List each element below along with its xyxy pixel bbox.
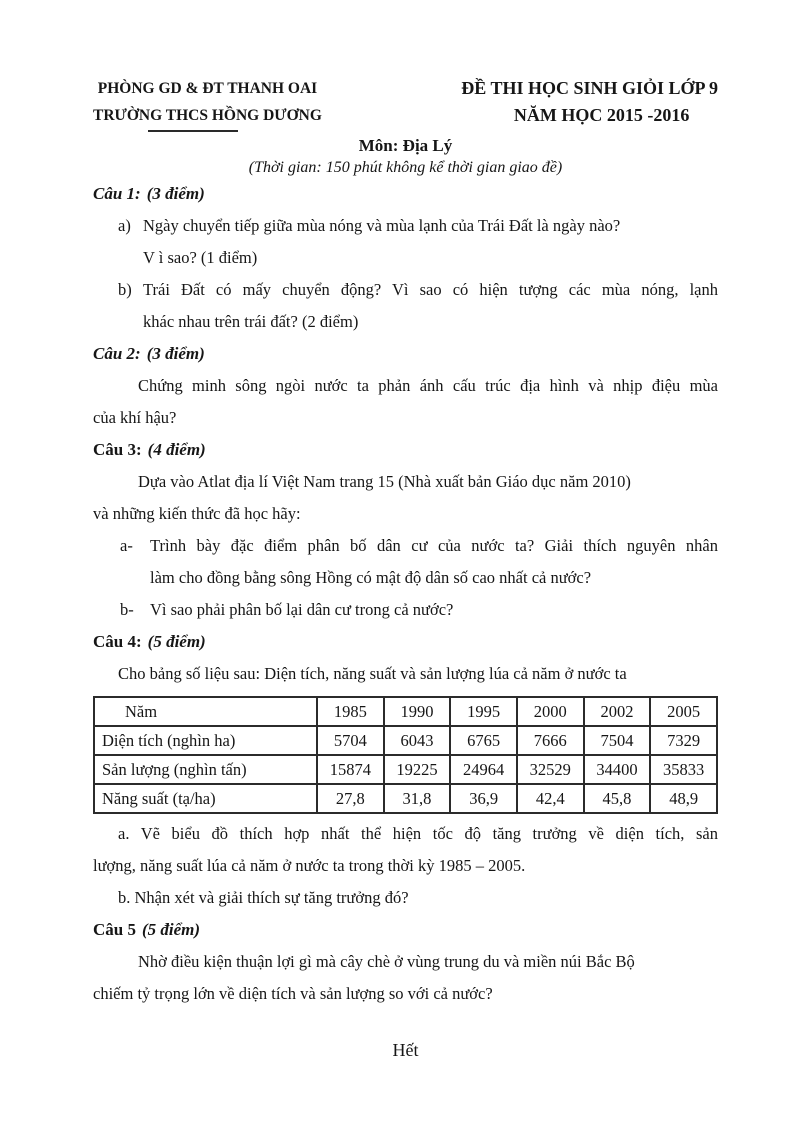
exam-body: [93, 178, 718, 1010]
rice-statistics-table: [93, 696, 718, 814]
item-a-marker: a): [118, 216, 131, 235]
item-a-line: lượng, năng suất lúa cả năm ở nước ta trong thời kỳ 1985 – 2005.: [93, 856, 526, 875]
item-a-line: làm cho đồng bằng sông Hồng có mật độ dân số cao nhất cả nước?: [150, 568, 592, 587]
table-cell: Năm: [94, 697, 317, 726]
question-3-intro-line: Dựa vào Atlat địa lí Việt Nam trang 15 (Nhà xuất bản Giáo dục năm 2010): [138, 472, 631, 491]
table-cell: 1995: [450, 697, 517, 726]
table-cell: 31,8: [384, 784, 451, 813]
table-cell: 35833: [650, 755, 717, 784]
question-1-label: Câu 1:: [93, 184, 141, 203]
question-4-intro: Cho bảng số liệu sau: Diện tích, năng suất và sản lượng lúa cả năm ở nước ta: [118, 664, 627, 683]
question-3-intro-line: và những kiến thức đã học hãy:: [93, 504, 301, 523]
page-header: [93, 75, 718, 132]
issuer-block: [93, 75, 322, 132]
table-cell: 7329: [650, 726, 717, 755]
item-b-line: Vì sao phải phân bố lại dân cư trong cả nước?: [150, 600, 454, 619]
question-3-item-b: [93, 594, 718, 626]
table-cell: 15874: [317, 755, 384, 784]
table-row-area: [94, 726, 717, 755]
subject-line: Môn: Địa Lý: [358, 136, 453, 155]
question-1-item-b: [93, 274, 718, 338]
table-cell: 5704: [317, 726, 384, 755]
duration-line: (Thời gian: 150 phút không kể thời gian giao đề): [248, 159, 563, 176]
exam-title-block: [461, 75, 718, 129]
question-2-line: Chứng minh sông ngòi nước ta phản ánh cấu trúc địa hình và nhịp điệu mùa: [138, 376, 718, 395]
question-3-points: (4 điểm): [147, 440, 206, 459]
item-b-line: khác nhau trên trái đất? (2 điểm): [143, 312, 359, 331]
table-row-yield: [94, 784, 717, 813]
item-a-line: a. Vẽ biểu đồ thích hợp nhất thể hiện tốc độ tăng trưởng về diện tích, sản: [118, 824, 718, 843]
table-cell: 2005: [650, 697, 717, 726]
table-cell: 7666: [517, 726, 584, 755]
table-cell: 32529: [517, 755, 584, 784]
header-underline: [148, 130, 238, 132]
question-2-heading: [93, 338, 718, 370]
school-name: TRƯỜNG THCS HỒNG DƯƠNG: [93, 107, 322, 124]
question-2-label: Câu 2:: [93, 344, 141, 363]
question-4-heading: [93, 626, 718, 658]
question-4-label: Câu 4:: [93, 632, 142, 651]
question-3-item-a: [93, 530, 718, 594]
table-cell: 19225: [384, 755, 451, 784]
item-a-line: V ì sao? (1 điểm): [143, 248, 258, 267]
question-4-points: (5 điểm): [147, 632, 206, 651]
question-5-line: Nhờ điều kiện thuận lợi gì mà cây chè ở vùng trung du và miền núi Bắc Bộ: [138, 952, 635, 971]
question-5-heading: [93, 914, 718, 946]
table-cell: 2000: [517, 697, 584, 726]
table-cell: Năng suất (tạ/ha): [94, 784, 317, 813]
question-3-intro: [93, 466, 718, 530]
question-5-text: [93, 946, 718, 1010]
question-5-line: chiếm tỷ trọng lớn về diện tích và sản lượng so với cả nước?: [93, 984, 493, 1003]
table-cell: 45,8: [584, 784, 651, 813]
question-4-item-a: [93, 818, 718, 882]
question-1-item-a: [93, 210, 718, 274]
table-cell: 27,8: [317, 784, 384, 813]
item-a-marker: a-: [120, 536, 133, 555]
item-b-marker: b): [118, 280, 132, 299]
item-a-line: Trình bày đặc điểm phân bố dân cư của nước ta? Giải thích nguyên nhân: [150, 536, 718, 555]
item-a-line: Ngày chuyển tiếp giữa mùa nóng và mùa lạnh của Trái Đất là ngày nào?: [143, 216, 621, 235]
table-cell: 34400: [584, 755, 651, 784]
question-2-text: [93, 370, 718, 434]
table-cell: 6765: [450, 726, 517, 755]
end-of-paper-label: Hết: [392, 1040, 419, 1060]
table-cell: 36,9: [450, 784, 517, 813]
question-2-points: (3 điểm): [146, 344, 205, 363]
question-3-heading: [93, 434, 718, 466]
table-row-production: [94, 755, 717, 784]
question-2-line: của khí hậu?: [93, 408, 177, 427]
table-cell: 24964: [450, 755, 517, 784]
table-cell: 6043: [384, 726, 451, 755]
table-cell: 42,4: [517, 784, 584, 813]
question-4-item-b: b. Nhận xét và giải thích sự tăng trưởng đó?: [118, 888, 409, 907]
question-1-heading: [93, 178, 718, 210]
question-5-points: (5 điểm): [141, 920, 201, 939]
table-cell: 2002: [584, 697, 651, 726]
table-cell: 7504: [584, 726, 651, 755]
table-cell: Diện tích (nghìn ha): [94, 726, 317, 755]
table-row-years: [94, 697, 717, 726]
table-cell: Sản lượng (nghìn tấn): [94, 755, 317, 784]
exam-title: ĐỀ THI HỌC SINH GIỎI LỚP 9: [461, 78, 718, 98]
school-year: NĂM HỌC 2015 -2016: [513, 105, 690, 125]
department-name: PHÒNG GD & ĐT THANH OAI: [97, 80, 318, 97]
table-cell: 48,9: [650, 784, 717, 813]
table-cell: 1985: [317, 697, 384, 726]
item-b-line: Trái Đất có mấy chuyển động? Vì sao có hiện tượng các mùa nóng, lạnh: [143, 280, 718, 299]
question-5-label: Câu 5: [93, 920, 136, 939]
table-cell: 1990: [384, 697, 451, 726]
question-3-label: Câu 3:: [93, 440, 142, 459]
item-b-marker: b-: [120, 600, 134, 619]
question-1-points: (3 điểm): [146, 184, 205, 203]
